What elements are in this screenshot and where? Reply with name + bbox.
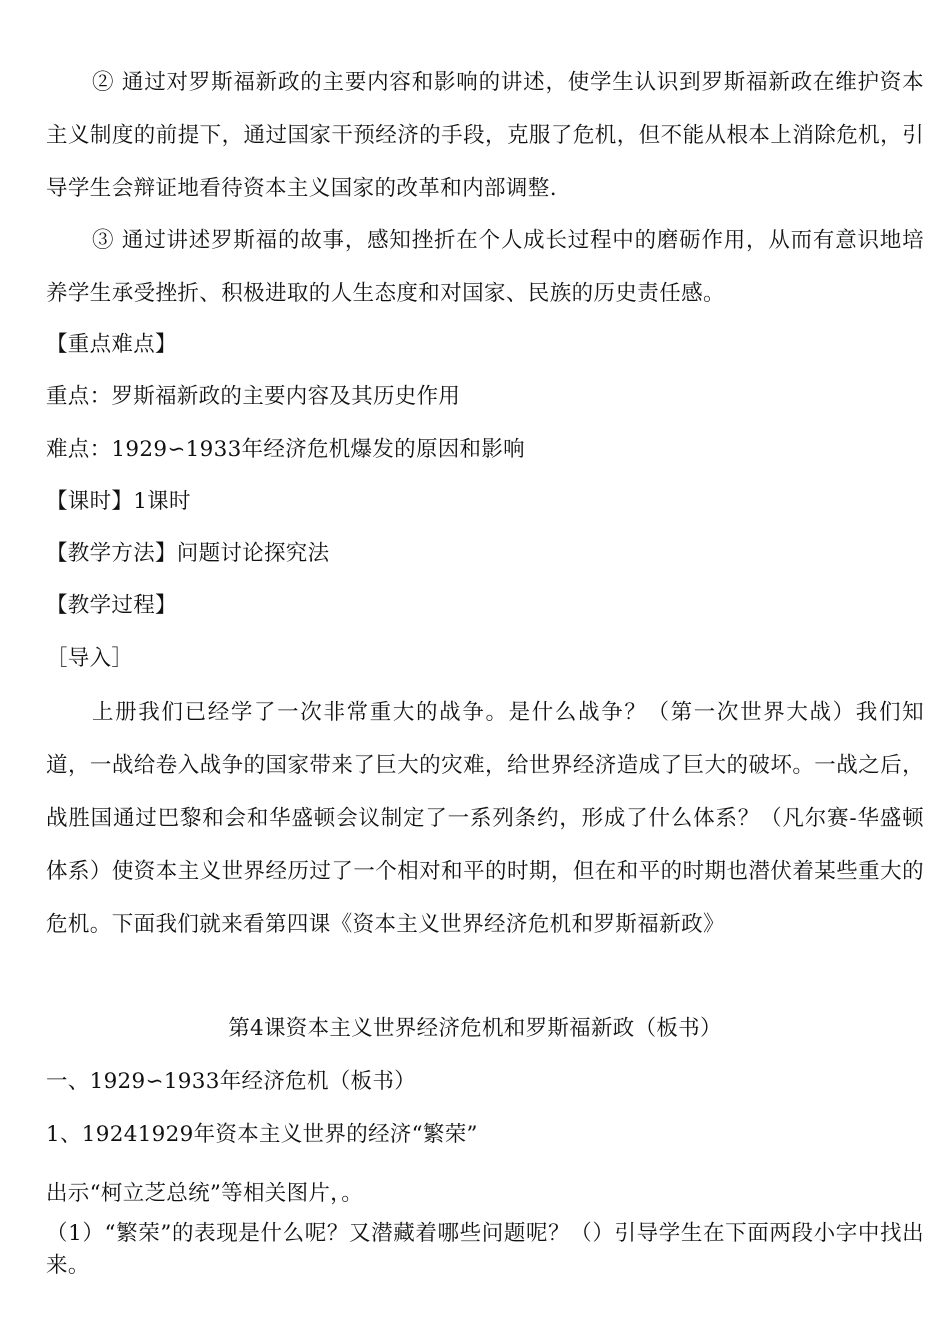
- lesson-title: 第4课资本主义世界经济危机和罗斯福新政（板书）: [228, 1016, 722, 1041]
- subsection-1-heading: 1、19241929年资本主义世界的经济“繁荣”: [46, 1122, 478, 1147]
- objective-2: ② 通过对罗斯福新政的主要内容和影响的讲述，使学生认识到罗斯福新政在维护资本主义制度的前提下，通过国家干预经济的手段，克服了危机，但不能从根本上消除危机，引导学生会辩证地看待资本主义国家的改革和内部调整.: [46, 70, 924, 201]
- show-pictures-text: 出示“柯立芝总统”等相关图片，。: [46, 1181, 364, 1206]
- class-hours: 【课时】1课时: [46, 489, 191, 514]
- difficulty-text: 难点：1929∽1933年经济危机爆发的原因和影响: [46, 437, 525, 462]
- intro-paragraph: 上册我们已经学了一次非常重大的战争。是什么战争？（第一次世界大战）我们知道，一战给卷入战争的国家带来了巨大的灾难，给世界经济造成了巨大的破坏。一战之后，战胜国通过巴黎和会和华盛顿会议制定了一系列条约，形成了什么体系？（凡尔赛-华盛顿体系）使资本主义世界经历过了一个相对和平的时期，但在和平的时期也潜伏着某些重大的危机。下面我们就来看第四课《资本主义世界经济危机和罗斯福新政》: [46, 700, 924, 937]
- objective-3: ③ 通过讲述罗斯福的故事，感知挫折在个人成长过程中的磨砺作用，从而有意识地培养学生承受挫折、积极进取的人生态度和对国家、民族的历史责任感。: [46, 228, 924, 306]
- section-1-heading: 一、1929∽1933年经济危机（板书）: [46, 1069, 416, 1094]
- key-points-heading: 【重点难点】: [46, 332, 177, 357]
- teaching-method: 【教学方法】问题讨论探究法: [46, 541, 330, 566]
- intro-heading: ［导入］: [46, 646, 134, 671]
- question-1: （1）“繁荣”的表现是什么呢？又潜藏着哪些问题呢？（）引导学生在下面两段小字中找出来。: [46, 1221, 924, 1278]
- teaching-process-heading: 【教学过程】: [46, 593, 177, 618]
- focus-text: 重点：罗斯福新政的主要内容及其历史作用: [46, 384, 461, 409]
